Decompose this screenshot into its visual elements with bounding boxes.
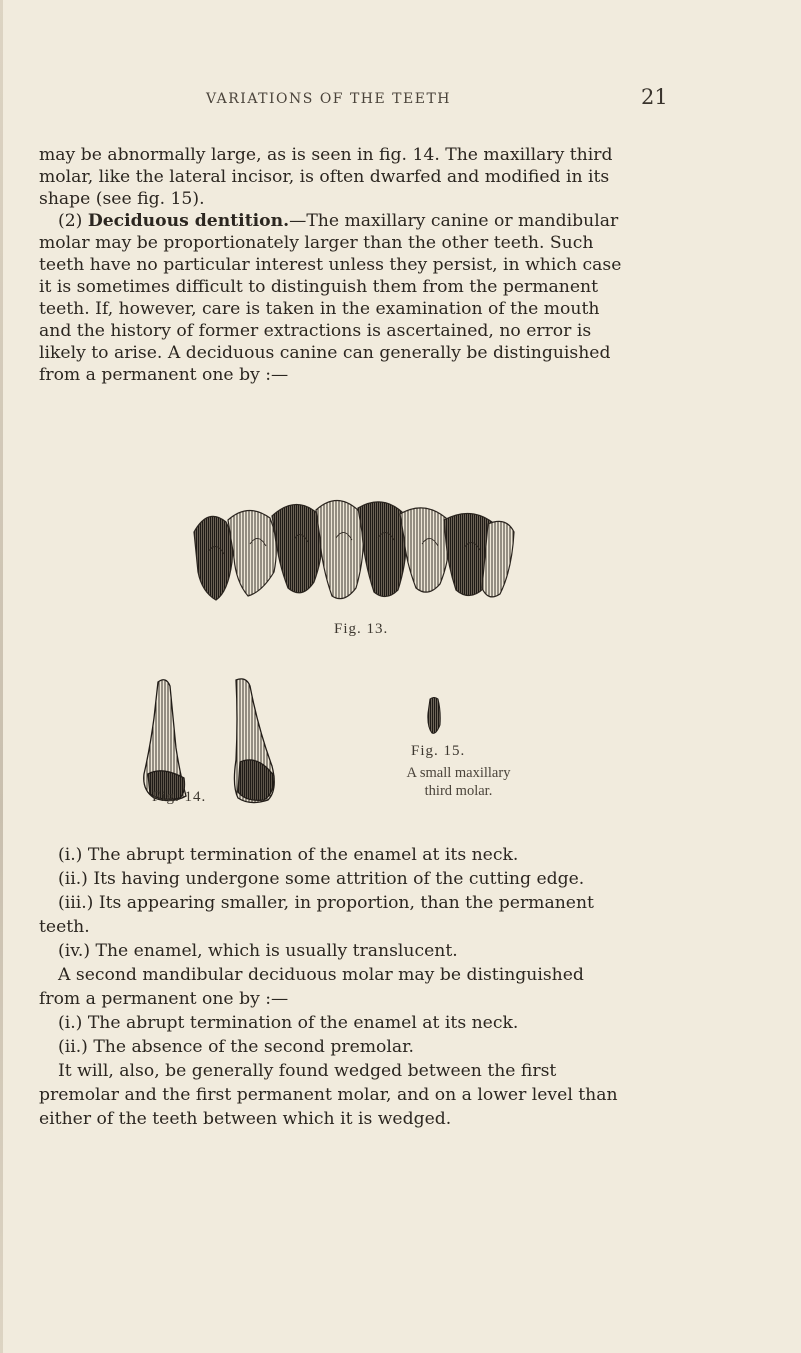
- page-edge: [0, 0, 3, 1353]
- fig15-desc-line: third molar.: [424, 783, 493, 799]
- fig13-caption: Fig. 13.: [334, 621, 389, 637]
- text-line: likely to arise. A deciduous canine can generally be distinguished: [39, 343, 611, 363]
- running-title: VARIATIONS OF THE TEETH: [206, 91, 452, 107]
- text-line: either of the teeth between which it is wedged.: [39, 1109, 452, 1129]
- text-line: (i.) The abrupt termination of the enamel at its neck.: [58, 845, 519, 865]
- text-line: may be abnormally large, as is seen in fig. 14. The maxillary third: [39, 145, 613, 165]
- text-line: (iii.) Its appearing smaller, in proportion, than the permanent: [58, 893, 594, 913]
- text-line: (ii.) The absence of the second premolar.: [58, 1037, 414, 1057]
- text-line: (ii.) Its having undergone some attrition of the cutting edge.: [58, 869, 585, 889]
- text-line: It will, also, be generally found wedged between the first: [58, 1061, 557, 1081]
- fig15-desc-line: A small maxillary: [406, 765, 511, 781]
- fig14-caption: Fig. 14.: [152, 789, 207, 805]
- section-heading: Deciduous dentition.: [87, 211, 290, 231]
- fig15-caption: Fig. 15.: [411, 743, 466, 759]
- text-line: from a permanent one by :—: [39, 989, 289, 1009]
- text-line: teeth. If, however, care is taken in the examination of the mouth: [39, 299, 600, 319]
- text-line: molar, like the lateral incisor, is often dwarfed and modified in its: [39, 167, 610, 187]
- text-line: teeth have no particular interest unless they persist, in which case: [39, 255, 622, 275]
- text-line: premolar and the first permanent molar, and on a lower level than: [39, 1085, 618, 1105]
- text-line: molar may be proportionately larger than the other teeth. Such: [39, 233, 594, 253]
- text-line: [58, 210, 801, 232]
- text-run: —The maxillary canine or mandibular: [289, 211, 619, 231]
- fig13-teeth-illustration: [188, 492, 518, 612]
- text-line: it is sometimes difficult to distinguish them from the permanent: [39, 277, 599, 297]
- item-number: (2): [58, 211, 88, 231]
- fig15-description: [381, 764, 536, 800]
- text-line: A second mandibular deciduous molar may be distinguished: [58, 965, 584, 985]
- text-line: teeth.: [39, 917, 90, 937]
- text-line: (iv.) The enamel, which is usually translucent.: [58, 941, 458, 961]
- page-number: 21: [641, 85, 668, 109]
- text-line: (i.) The abrupt termination of the enamel at its neck.: [58, 1013, 519, 1033]
- text-line: and the history of former extractions is ascertained, no error is: [39, 321, 592, 341]
- text-line: shape (see fig. 15).: [39, 189, 205, 209]
- text-line: from a permanent one by :—: [39, 365, 289, 385]
- fig15-molar-illustration: [424, 697, 444, 737]
